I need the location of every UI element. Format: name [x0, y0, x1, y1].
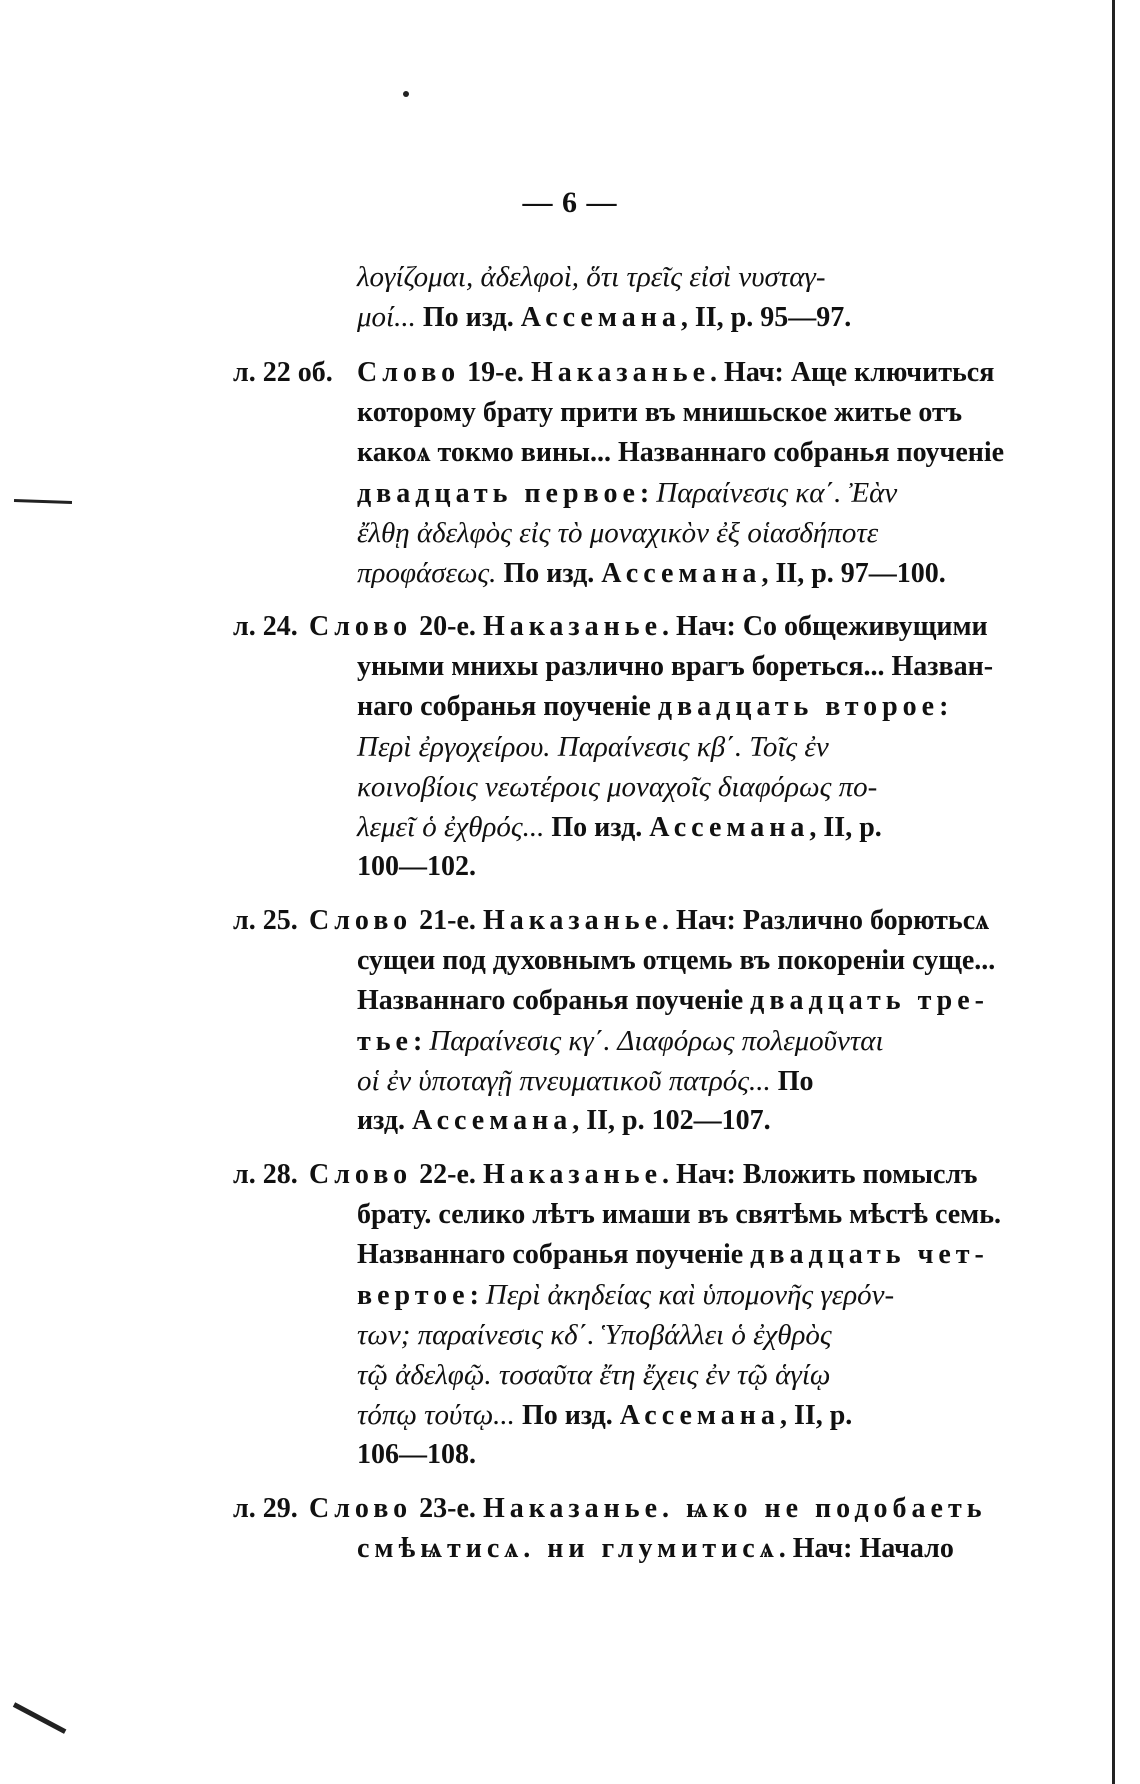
text-line: Слово 22-е. Наказанье. Нач: Вложить помыслъ [309, 1159, 978, 1190]
text-line: наго собранья поученіе двадцать второе: [357, 691, 949, 722]
text-line: двадцать первое: Παραίνεσις κα΄. Ἐὰν [357, 477, 898, 509]
text-line: Слово 21-е. Наказанье. Нач: Различно борютьсѧ [309, 905, 990, 936]
folio-label: л. 24. [233, 611, 298, 642]
text-line: προφάσεως. По изд. Ассемана, II, р. 97—100. [357, 557, 946, 589]
text-line: κοινοβίοις νεωτέροις μοναχοῖς διαφόρως πο- [357, 771, 878, 803]
text-line: брату. селико лѣтъ имаши въ святѣмь мѣстѣ семь. [357, 1199, 1002, 1230]
scan-margin-mark [14, 499, 72, 504]
text-line: 106—108. [357, 1439, 476, 1470]
page-edge-rule [1112, 0, 1115, 1784]
text-line: τόπῳ τούτῳ... По изд. Ассемана, II, р. [357, 1399, 853, 1431]
text-line: 100—102. [357, 851, 476, 882]
text-line: Названнаго собранья поученіе двадцать тре- [357, 985, 989, 1016]
text-line: λογίζομαι, ἀδελφοὶ, ὅτι τρεῖς εἰσὶ νυσταγ- [357, 261, 826, 293]
scan-speck [403, 91, 409, 97]
text-line: Названнаго собранья поученіе двадцать чет- [357, 1239, 989, 1270]
text-line: Слово 23-е. Наказанье. ѩко не подобаеть [309, 1493, 987, 1524]
text-line: ἔλθῃ ἀδελφὸς εἰς τὸ μοναχικὸν ἐξ οἱασδήποτε [357, 517, 879, 549]
scan-margin-mark [13, 1702, 67, 1734]
text-line: Περὶ ἐργοχείρου. Παραίνεσις κβ΄. Τοῖς ἐν [357, 731, 829, 763]
text-line: какоѧ токмо вины... Названнаго собранья поученіе [357, 437, 1005, 468]
folio-label: л. 22 об. [233, 357, 333, 388]
text-line: λεμεῖ ὁ ἐχθρός... По изд. Ассемана, II, р. [357, 811, 882, 843]
text-line: изд. Ассемана, II, р. 102—107. [357, 1105, 771, 1136]
text-line: которому брату прити въ мнишьское житье отъ [357, 397, 963, 428]
text-line: сущеи под духовнымъ отцемь въ покореніи суще... [357, 945, 996, 976]
text-line: тье: Παραίνεσις κγ΄. Διαφόρως πολεμοῦνται [357, 1025, 884, 1057]
folio-label: л. 29. [233, 1493, 298, 1524]
text-line: Слово 20-е. Наказанье. Нач: Со общеживущими [309, 611, 988, 642]
text-line: уными мнихы различно врагъ бореться... Назван- [357, 651, 994, 682]
text-line: смѣѩтисѧ. ни глумитисѧ. Нач: Начало [357, 1533, 954, 1564]
text-line: Слово 19-е. Наказанье. Нач: Аще ключиться [357, 357, 995, 388]
text-line: των; παραίνεσις κδ΄. Ὑποβάλλει ὁ ἐχθρὸς [357, 1319, 832, 1351]
folio-label: л. 28. [233, 1159, 298, 1190]
folio-label: л. 25. [233, 905, 298, 936]
text-line: τῷ ἀδελφῷ. τοσαῦτα ἔτη ἔχεις ἐν τῷ ἁγίῳ [357, 1359, 831, 1391]
page-number: — 6 — [522, 186, 618, 219]
text-line: οἱ ἐν ὑποταγῇ πνευματικοῦ πατρός... По [357, 1065, 814, 1097]
text-line: вертое: Περὶ ἀκηδείας καὶ ὑπομονῆς γερόν- [357, 1279, 895, 1311]
text-line: μοί... По изд. Ассемана, II, р. 95—97. [357, 301, 852, 333]
